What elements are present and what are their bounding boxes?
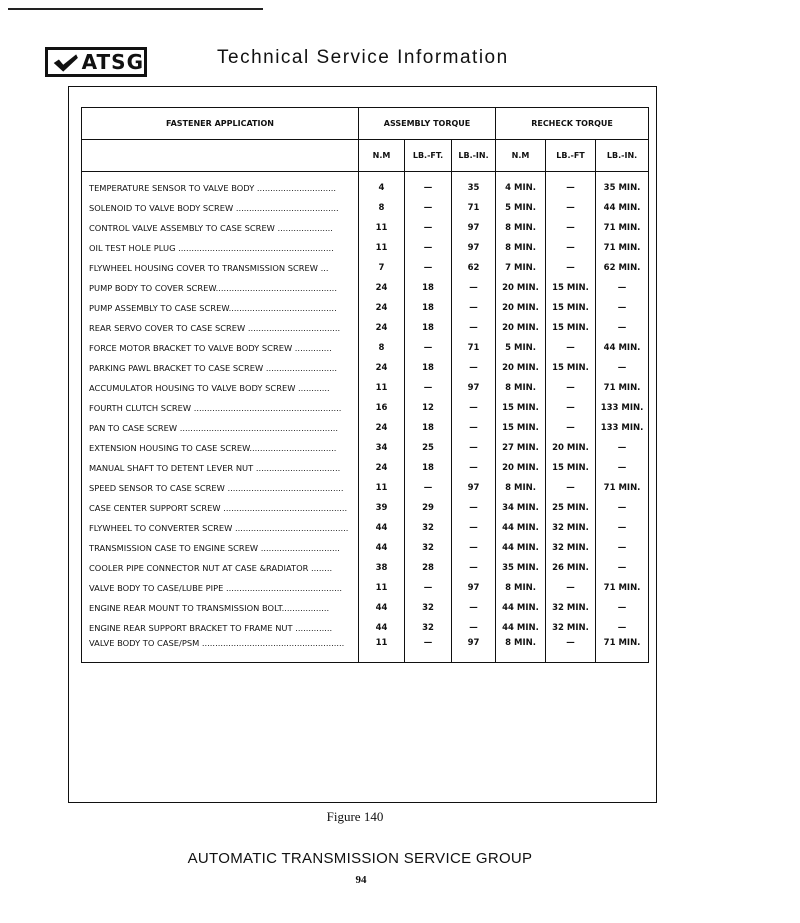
fastener-application-cell: FOURTH CLUTCH SCREW ........................................................ [82, 398, 359, 418]
assembly-lbft-cell: — [405, 172, 452, 199]
fastener-application-cell: FORCE MOTOR BRACKET TO VALVE BODY SCREW .............. [82, 338, 359, 358]
assembly-nm-cell: 24 [359, 418, 405, 438]
fastener-application-cell: SPEED SENSOR TO CASE SCREW ............................................ [82, 478, 359, 498]
recheck-lbft-cell: 32 MIN. [546, 598, 596, 618]
recheck-lbft-cell: — [546, 378, 596, 398]
subheader-assembly-lbft: LB.-FT. [405, 140, 452, 172]
table-row [82, 172, 649, 199]
table-row [82, 418, 649, 438]
assembly-lbin-cell: — [452, 418, 496, 438]
header-assembly-torque: ASSEMBLY TORQUE [359, 108, 496, 140]
recheck-lbin-cell: 71 MIN. [596, 378, 649, 398]
assembly-lbin-cell: — [452, 558, 496, 578]
recheck-nm-cell: 8 MIN. [496, 378, 546, 398]
recheck-lbin-cell: 71 MIN. [596, 638, 649, 663]
assembly-nm-cell: 39 [359, 498, 405, 518]
page-number: 94 [355, 874, 367, 886]
assembly-lbin-cell: — [452, 298, 496, 318]
top-rule [8, 8, 263, 10]
assembly-nm-cell: 7 [359, 258, 405, 278]
table-row [82, 218, 649, 238]
assembly-nm-cell: 38 [359, 558, 405, 578]
assembly-lbin-cell: 71 [452, 198, 496, 218]
recheck-lbin-cell: — [596, 498, 649, 518]
assembly-lbft-cell: — [405, 378, 452, 398]
table-header-row [82, 108, 649, 140]
recheck-lbin-cell: 62 MIN. [596, 258, 649, 278]
recheck-nm-cell: 20 MIN. [496, 278, 546, 298]
assembly-nm-cell: 11 [359, 578, 405, 598]
recheck-lbin-cell: — [596, 278, 649, 298]
assembly-lbin-cell: 97 [452, 578, 496, 598]
fastener-application-cell: CONTROL VALVE ASSEMBLY TO CASE SCREW ..................... [82, 218, 359, 238]
table-row [82, 538, 649, 558]
assembly-lbin-cell: — [452, 458, 496, 478]
recheck-nm-cell: 20 MIN. [496, 298, 546, 318]
assembly-lbin-cell: — [452, 398, 496, 418]
recheck-nm-cell: 8 MIN. [496, 478, 546, 498]
table-row [82, 618, 649, 638]
recheck-lbin-cell: — [596, 618, 649, 638]
assembly-nm-cell: 11 [359, 378, 405, 398]
table-row [82, 258, 649, 278]
assembly-nm-cell: 44 [359, 618, 405, 638]
torque-table [81, 107, 649, 663]
recheck-lbin-cell: 44 MIN. [596, 198, 649, 218]
subheader-recheck-lbft: LB.-FT [546, 140, 596, 172]
subheader-recheck-nm: N.M [496, 140, 546, 172]
recheck-lbft-cell: 26 MIN. [546, 558, 596, 578]
recheck-lbft-cell: 32 MIN. [546, 618, 596, 638]
assembly-lbin-cell: 62 [452, 258, 496, 278]
assembly-nm-cell: 8 [359, 198, 405, 218]
assembly-nm-cell: 11 [359, 218, 405, 238]
assembly-nm-cell: 11 [359, 638, 405, 663]
assembly-lbin-cell: — [452, 518, 496, 538]
assembly-nm-cell: 16 [359, 398, 405, 418]
assembly-lbft-cell: 32 [405, 518, 452, 538]
assembly-lbft-cell: 32 [405, 538, 452, 558]
assembly-lbft-cell: — [405, 238, 452, 258]
assembly-lbft-cell: 18 [405, 298, 452, 318]
assembly-lbft-cell: — [405, 478, 452, 498]
table-row [82, 278, 649, 298]
table-row [82, 578, 649, 598]
recheck-lbft-cell: — [546, 198, 596, 218]
fastener-application-cell: VALVE BODY TO CASE/PSM ...................................................... [82, 638, 359, 663]
recheck-lbin-cell: — [596, 318, 649, 338]
assembly-lbft-cell: — [405, 198, 452, 218]
table-row [82, 638, 649, 663]
assembly-nm-cell: 8 [359, 338, 405, 358]
recheck-lbft-cell: — [546, 258, 596, 278]
table-row [82, 398, 649, 418]
recheck-lbin-cell: — [596, 598, 649, 618]
assembly-lbin-cell: — [452, 498, 496, 518]
assembly-lbin-cell: 35 [452, 172, 496, 199]
assembly-nm-cell: 44 [359, 538, 405, 558]
footer-org-name: AUTOMATIC TRANSMISSION SERVICE GROUP [187, 850, 533, 867]
fastener-application-cell: PAN TO CASE SCREW ............................................................ [82, 418, 359, 438]
recheck-lbin-cell: — [596, 458, 649, 478]
recheck-nm-cell: 5 MIN. [496, 338, 546, 358]
assembly-lbft-cell: 12 [405, 398, 452, 418]
assembly-lbft-cell: — [405, 578, 452, 598]
page-header-title: Technical Service Information [217, 47, 509, 68]
assembly-nm-cell: 34 [359, 438, 405, 458]
assembly-lbft-cell: 32 [405, 598, 452, 618]
recheck-lbft-cell: — [546, 172, 596, 199]
fastener-application-cell: FLYWHEEL TO CONVERTER SCREW ........................................... [82, 518, 359, 538]
fastener-application-cell: REAR SERVO COVER TO CASE SCREW ................................... [82, 318, 359, 338]
table-row [82, 518, 649, 538]
recheck-lbin-cell: — [596, 538, 649, 558]
recheck-nm-cell: 34 MIN. [496, 498, 546, 518]
fastener-application-cell: PARKING PAWL BRACKET TO CASE SCREW ........................... [82, 358, 359, 378]
assembly-lbft-cell: — [405, 638, 452, 663]
recheck-lbin-cell: — [596, 298, 649, 318]
subheader-blank [82, 140, 359, 172]
recheck-nm-cell: 44 MIN. [496, 598, 546, 618]
recheck-nm-cell: 8 MIN. [496, 218, 546, 238]
recheck-lbft-cell: — [546, 578, 596, 598]
recheck-lbin-cell: 44 MIN. [596, 338, 649, 358]
table-row [82, 478, 649, 498]
assembly-lbin-cell: 97 [452, 218, 496, 238]
assembly-lbin-cell: — [452, 358, 496, 378]
recheck-lbft-cell: 20 MIN. [546, 438, 596, 458]
fastener-application-cell: VALVE BODY TO CASE/LUBE PIPE ............................................ [82, 578, 359, 598]
assembly-nm-cell: 4 [359, 172, 405, 199]
assembly-lbft-cell: 28 [405, 558, 452, 578]
recheck-nm-cell: 44 MIN. [496, 618, 546, 638]
assembly-lbin-cell: — [452, 598, 496, 618]
assembly-lbin-cell: 97 [452, 238, 496, 258]
subheader-assembly-nm: N.M [359, 140, 405, 172]
recheck-nm-cell: 8 MIN. [496, 578, 546, 598]
recheck-nm-cell: 7 MIN. [496, 258, 546, 278]
table-body [82, 172, 649, 663]
recheck-lbin-cell: 71 MIN. [596, 238, 649, 258]
recheck-nm-cell: 20 MIN. [496, 318, 546, 338]
assembly-lbin-cell: 97 [452, 478, 496, 498]
recheck-nm-cell: 5 MIN. [496, 198, 546, 218]
recheck-nm-cell: 15 MIN. [496, 398, 546, 418]
fastener-application-cell: ENGINE REAR MOUNT TO TRANSMISSION BOLT.................. [82, 598, 359, 618]
recheck-lbft-cell: 25 MIN. [546, 498, 596, 518]
assembly-nm-cell: 44 [359, 518, 405, 538]
recheck-lbin-cell: — [596, 438, 649, 458]
recheck-lbft-cell: 32 MIN. [546, 538, 596, 558]
table-row [82, 318, 649, 338]
atsg-logo [45, 47, 147, 77]
assembly-lbft-cell: — [405, 218, 452, 238]
recheck-lbin-cell: — [596, 518, 649, 538]
fastener-application-cell: ACCUMULATOR HOUSING TO VALVE BODY SCREW ............ [82, 378, 359, 398]
header-recheck-torque: RECHECK TORQUE [496, 108, 649, 140]
assembly-nm-cell: 24 [359, 318, 405, 338]
recheck-lbft-cell: — [546, 338, 596, 358]
recheck-nm-cell: 44 MIN. [496, 538, 546, 558]
recheck-nm-cell: 4 MIN. [496, 172, 546, 199]
checkmark-logo-icon [52, 51, 80, 75]
fastener-application-cell: ENGINE REAR SUPPORT BRACKET TO FRAME NUT .............. [82, 618, 359, 638]
recheck-nm-cell: 8 MIN. [496, 638, 546, 663]
recheck-lbft-cell: 15 MIN. [546, 298, 596, 318]
recheck-nm-cell: 20 MIN. [496, 358, 546, 378]
table-subheader-row [82, 140, 649, 172]
assembly-lbin-cell: 71 [452, 338, 496, 358]
assembly-lbft-cell: 18 [405, 418, 452, 438]
recheck-lbft-cell: — [546, 398, 596, 418]
assembly-lbin-cell: — [452, 278, 496, 298]
logo-text: ATSG [81, 50, 144, 74]
assembly-nm-cell: 44 [359, 598, 405, 618]
assembly-lbft-cell: 32 [405, 618, 452, 638]
subheader-recheck-lbin: LB.-IN. [596, 140, 649, 172]
recheck-lbft-cell: — [546, 478, 596, 498]
table-row [82, 238, 649, 258]
subheader-assembly-lbin: LB.-IN. [452, 140, 496, 172]
table-row [82, 498, 649, 518]
fastener-application-cell: COOLER PIPE CONNECTOR NUT AT CASE &RADIATOR ........ [82, 558, 359, 578]
recheck-lbft-cell: 15 MIN. [546, 278, 596, 298]
recheck-lbin-cell: 71 MIN. [596, 478, 649, 498]
recheck-nm-cell: 15 MIN. [496, 418, 546, 438]
assembly-lbin-cell: 97 [452, 378, 496, 398]
recheck-lbft-cell: 15 MIN. [546, 318, 596, 338]
table-row [82, 378, 649, 398]
recheck-lbft-cell: — [546, 638, 596, 663]
recheck-nm-cell: 35 MIN. [496, 558, 546, 578]
assembly-nm-cell: 24 [359, 358, 405, 378]
recheck-lbin-cell: 71 MIN. [596, 578, 649, 598]
assembly-lbft-cell: — [405, 338, 452, 358]
assembly-lbft-cell: 18 [405, 358, 452, 378]
recheck-lbft-cell: 15 MIN. [546, 358, 596, 378]
assembly-nm-cell: 24 [359, 298, 405, 318]
fastener-application-cell: MANUAL SHAFT TO DETENT LEVER NUT ................................ [82, 458, 359, 478]
assembly-nm-cell: 24 [359, 458, 405, 478]
recheck-nm-cell: 8 MIN. [496, 238, 546, 258]
table-row [82, 338, 649, 358]
table-row [82, 438, 649, 458]
assembly-lbft-cell: 18 [405, 318, 452, 338]
recheck-lbin-cell: — [596, 558, 649, 578]
assembly-lbft-cell: 18 [405, 278, 452, 298]
fastener-application-cell: OIL TEST HOLE PLUG ........................................................... [82, 238, 359, 258]
table-row [82, 558, 649, 578]
assembly-nm-cell: 11 [359, 478, 405, 498]
fastener-application-cell: PUMP ASSEMBLY TO CASE SCREW......................................... [82, 298, 359, 318]
assembly-lbft-cell: 29 [405, 498, 452, 518]
fastener-application-cell: TRANSMISSION CASE TO ENGINE SCREW .............................. [82, 538, 359, 558]
assembly-lbin-cell: — [452, 618, 496, 638]
assembly-lbin-cell: 97 [452, 638, 496, 663]
recheck-lbin-cell: 71 MIN. [596, 218, 649, 238]
assembly-lbin-cell: — [452, 538, 496, 558]
fastener-application-cell: PUMP BODY TO COVER SCREW.............................................. [82, 278, 359, 298]
figure-caption: Figure 140 [326, 809, 384, 824]
assembly-lbin-cell: — [452, 438, 496, 458]
assembly-lbft-cell: 18 [405, 458, 452, 478]
table-row [82, 458, 649, 478]
recheck-lbft-cell: — [546, 238, 596, 258]
header-fastener-application: FASTENER APPLICATION [82, 108, 359, 140]
table-row [82, 298, 649, 318]
assembly-nm-cell: 24 [359, 278, 405, 298]
recheck-lbin-cell: 133 MIN. [596, 418, 649, 438]
recheck-lbft-cell: — [546, 418, 596, 438]
assembly-lbft-cell: 25 [405, 438, 452, 458]
recheck-lbft-cell: 32 MIN. [546, 518, 596, 538]
fastener-application-cell: CASE CENTER SUPPORT SCREW ............................................... [82, 498, 359, 518]
recheck-lbft-cell: — [546, 218, 596, 238]
fastener-application-cell: EXTENSION HOUSING TO CASE SCREW................................. [82, 438, 359, 458]
recheck-nm-cell: 20 MIN. [496, 458, 546, 478]
table-row [82, 198, 649, 218]
recheck-lbin-cell: 133 MIN. [596, 398, 649, 418]
fastener-application-cell: FLYWHEEL HOUSING COVER TO TRANSMISSION SCREW ... [82, 258, 359, 278]
table-row [82, 598, 649, 618]
table-row [82, 358, 649, 378]
assembly-lbft-cell: — [405, 258, 452, 278]
recheck-nm-cell: 44 MIN. [496, 518, 546, 538]
fastener-application-cell: SOLENOID TO VALVE BODY SCREW ....................................... [82, 198, 359, 218]
recheck-lbft-cell: 15 MIN. [546, 458, 596, 478]
assembly-nm-cell: 11 [359, 238, 405, 258]
recheck-nm-cell: 27 MIN. [496, 438, 546, 458]
assembly-lbin-cell: — [452, 318, 496, 338]
recheck-lbin-cell: 35 MIN. [596, 172, 649, 199]
recheck-lbin-cell: — [596, 358, 649, 378]
fastener-application-cell: TEMPERATURE SENSOR TO VALVE BODY .............................. [82, 172, 359, 199]
